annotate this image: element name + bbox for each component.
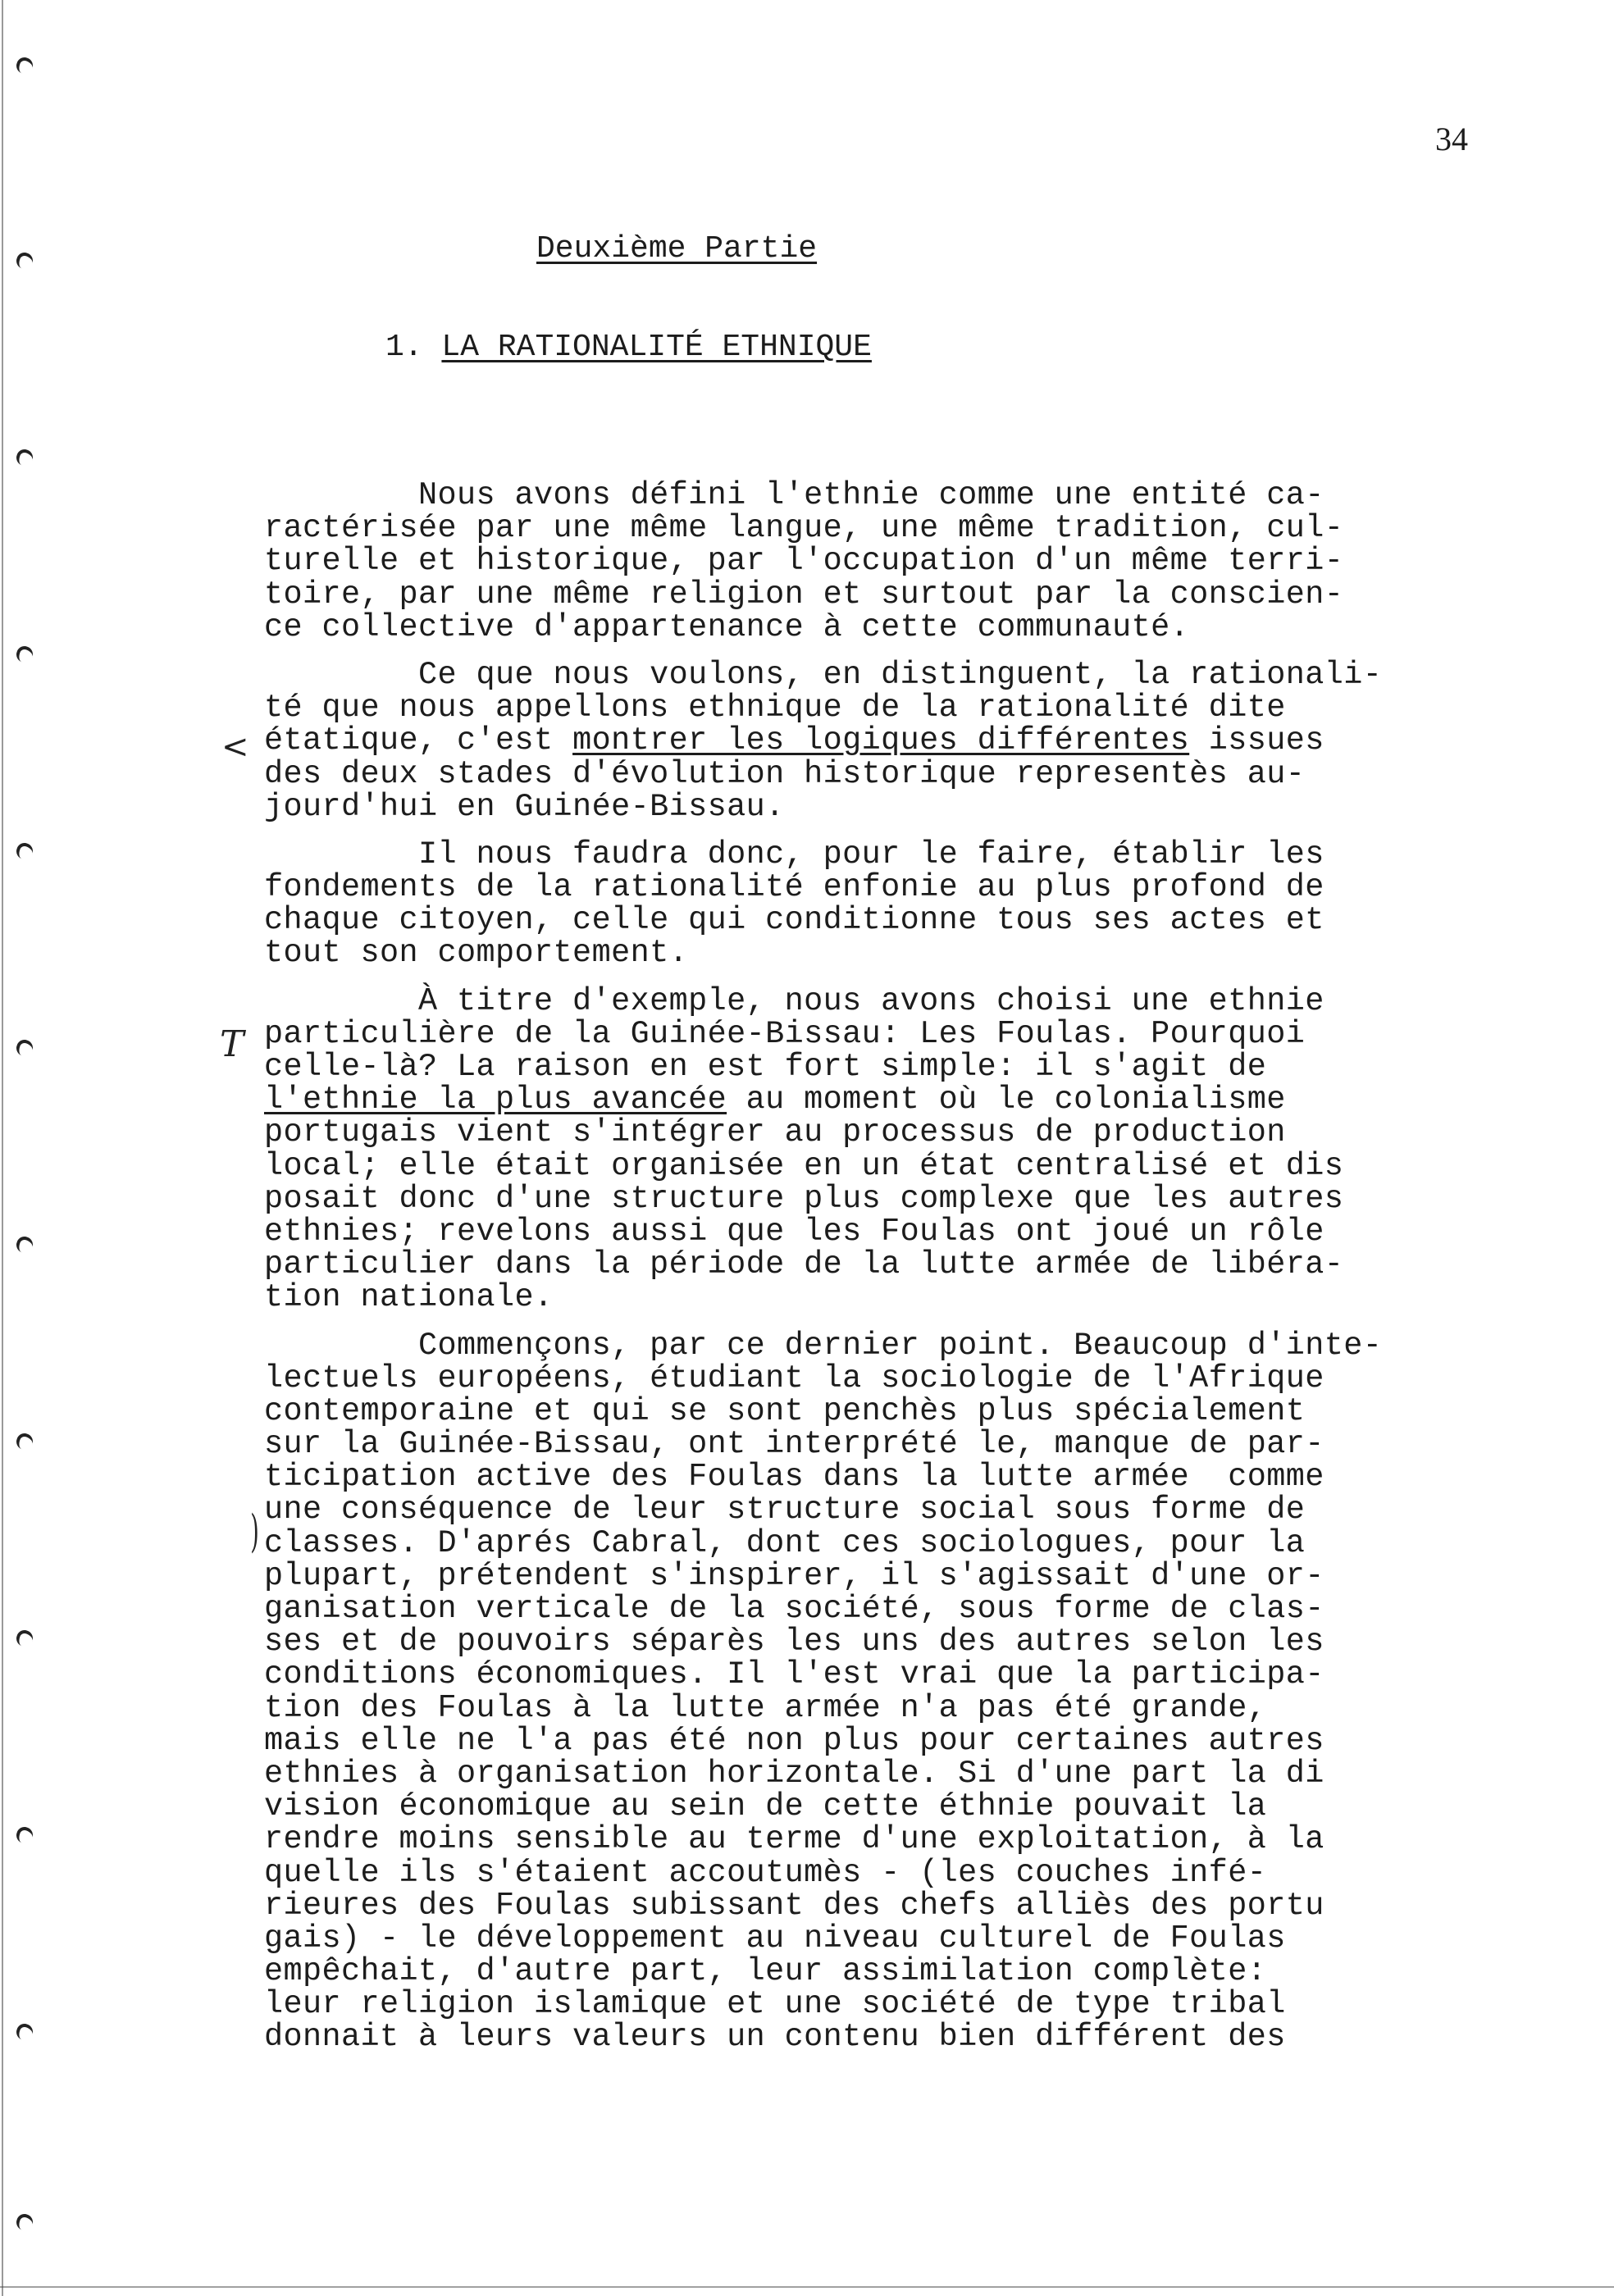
binder-hole-mark: [14, 1037, 35, 1059]
text-line: rendre moins sensible au terme d'une exploitation, à la: [264, 1821, 1324, 1858]
text-line: té que nous appellons ethnique de la rationalité dite: [264, 690, 1286, 727]
section-heading: LA RATIONALITÉ ETHNIQUE: [441, 330, 872, 365]
section-title: [385, 330, 872, 365]
text-line: ses et de pouvoirs séparès les uns des autres selon les: [264, 1624, 1324, 1660]
text-line: ce collective d'appartenance à cette communauté.: [264, 608, 1190, 645]
text-line: tout son comportement.: [264, 935, 689, 972]
text-line: fondements de la rationalité enfonie au plus profond de: [264, 869, 1324, 906]
paragraph: [264, 838, 1445, 970]
handwritten-bracket-mark: <: [221, 728, 249, 766]
text-line: lectuels européens, étudiant la sociologie de l'Afrique: [264, 1360, 1324, 1396]
text-line: plupart, prétendent s'inspirer, il s'agissait d'une or-: [264, 1557, 1324, 1594]
text-line: mais elle ne l'a pas été non plus pour certaines autres: [264, 1722, 1324, 1759]
underlined-phrase: montrer les logiques différentes: [572, 722, 1190, 759]
text-line: ethnies à organisation horizontale. Si d'une part la di: [264, 1755, 1324, 1792]
text-line: ganisation verticale de la société, sous forme de clas-: [264, 1591, 1324, 1627]
paragraph: [264, 658, 1445, 823]
text-line: leur religion islamique et une société de type tribal: [264, 1986, 1286, 2023]
binder-hole-mark: [14, 840, 35, 862]
text-line: classes. D'aprés Cabral, dont ces sociologues, pour la: [264, 1524, 1306, 1561]
text-line: ethnies; revelons aussi que les Foulas ont joué un rôle: [264, 1213, 1324, 1250]
text-line: contemporaine et qui se sont penchès plus spécialement: [264, 1392, 1306, 1429]
text-line: une conséquence de leur structure social sous forme de: [264, 1492, 1306, 1528]
text-line: [264, 724, 1445, 757]
body-text: [264, 479, 1445, 2054]
text-line: posait donc d'une structure plus complexe que les autres: [264, 1180, 1344, 1217]
text-line: tion nationale.: [264, 1279, 554, 1316]
underlined-phrase: l'ethnie la plus avancée: [264, 1082, 727, 1118]
binder-hole-mark: [14, 447, 35, 468]
text-line: empêchait, d'autre part, leur assimilation complète:: [264, 1953, 1267, 1990]
binder-hole-mark: [14, 2021, 35, 2043]
text-line: Commençons, par ce dernier point. Beaucoup d'inte-: [264, 1327, 1383, 1364]
text-line: jourd'hui en Guinée-Bissau.: [264, 788, 785, 825]
text-line: sur la Guinée-Bissau, ont interprété le, manque de par-: [264, 1426, 1324, 1463]
binder-hole-mark: [14, 55, 35, 76]
text-line: gais) - le développement au niveau culturel de Foulas: [264, 1920, 1286, 1957]
text-line: conditions économiques. Il l'est vrai que la participa-: [264, 1656, 1324, 1693]
binder-hole-mark: [14, 1824, 35, 1846]
part-title: Deuxième Partie: [536, 231, 818, 266]
text-line: [264, 1083, 1445, 1116]
handwritten-paren-mark: ): [250, 1506, 259, 1557]
page-edge-left: [2, 0, 3, 2296]
text-line: particulière de la Guinée-Bissau: Les Foulas. Pourquoi: [264, 1015, 1306, 1052]
text-span: étatique, c'est: [264, 722, 573, 759]
paragraph: [264, 479, 1445, 644]
binder-hole-mark: [14, 644, 35, 665]
binder-hole-mark: [14, 2212, 35, 2233]
binder-hole-mark: [14, 1431, 35, 1452]
text-span: issues: [1189, 722, 1324, 759]
binder-hole-mark: [14, 250, 35, 271]
text-line: ticipation active des Foulas dans la lutte armée comme: [264, 1459, 1324, 1496]
text-line: turelle et historique, par l'occupation d'un même terri-: [264, 543, 1344, 580]
text-line: chaque citoyen, celle qui conditionne tous ses actes et: [264, 902, 1324, 939]
paragraph: [264, 1329, 1445, 2054]
text-line: rieures des Foulas subissant des chefs alliès des portu: [264, 1887, 1324, 1924]
page-edge-bottom: [0, 2286, 1614, 2288]
text-line: À titre d'exemple, nous avons choisi une ethnie: [264, 982, 1324, 1019]
text-line: Nous avons défini l'ethnie comme une entité ca-: [264, 477, 1324, 513]
text-line: des deux stades d'évolution historique representès au-: [264, 755, 1306, 792]
text-line: Ce que nous voulons, en distinguent, la rationali-: [264, 656, 1383, 693]
section-number: 1.: [385, 330, 442, 365]
text-line: ractérisée par une même langue, une même tradition, cul-: [264, 510, 1344, 547]
binder-hole-mark: [14, 1628, 35, 1649]
text-line: toire, par une même religion et surtout par la conscien-: [264, 576, 1344, 613]
handwritten-t-mark: T: [220, 1023, 244, 1065]
paragraph: [264, 982, 1445, 1316]
text-line: vision économique au sein de cette éthnie pouvait la: [264, 1788, 1267, 1825]
text-line: tion des Foulas à la lutte armée n'a pas été grande,: [264, 1689, 1267, 1726]
text-line: portugais vient s'intégrer au processus de production: [264, 1114, 1286, 1151]
text-line: Il nous faudra donc, pour le faire, établir les: [264, 836, 1324, 872]
binder-hole-mark: [14, 1234, 35, 1255]
text-line: donnait à leurs valeurs un contenu bien différent des: [264, 2019, 1286, 2056]
page-number: 34: [1435, 121, 1468, 157]
text-span: au moment où le colonialisme: [727, 1082, 1286, 1118]
text-line: particulier dans la période de la lutte armée de libéra-: [264, 1246, 1344, 1283]
text-line: local; elle était organisée en un état centralisé et dis: [264, 1147, 1344, 1184]
text-line: quelle ils s'étaient accoutumès - (les couches infé-: [264, 1854, 1267, 1891]
text-line: celle-là? La raison en est fort simple: il s'agit de: [264, 1049, 1267, 1085]
